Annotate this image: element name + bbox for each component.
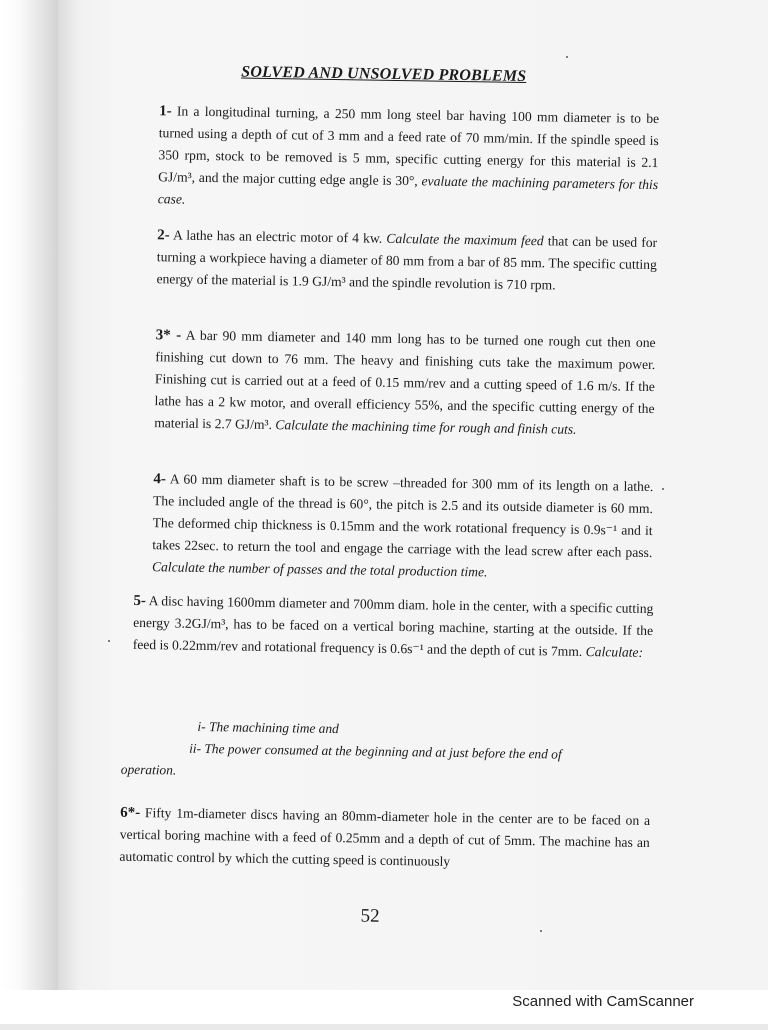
- problem-number: 6*-: [120, 804, 141, 822]
- problem-3: [154, 324, 656, 442]
- page-number: 52: [360, 905, 380, 927]
- problem-question: Calculate the maximum feed: [386, 230, 544, 249]
- scan-speck: [662, 488, 664, 490]
- problem-text: A lathe has an electric motor of 4 kw.: [172, 227, 383, 246]
- problem-6: [119, 802, 650, 876]
- problem-number: 4-: [153, 471, 167, 488]
- problem-number: 3* -: [155, 327, 182, 344]
- problem-4: [152, 468, 654, 586]
- page-title: SOLVED AND UNSOLVED PROBLEMS: [241, 63, 527, 85]
- problem-text: A disc having 1600mm diameter and 700mm diam. hole in the center, with a specific cutting energy 3.2GJ/m³, has to be faced on a vertical boring machine, starting at the outside. If the feed is 0.22mm/rev and rotational frequency is 0.6s⁻¹ and the depth of cut is 7mm.: [132, 593, 654, 659]
- problem-question: Calculate the machining time for rough and finish cuts.: [275, 417, 577, 437]
- scan-speck: [566, 56, 568, 58]
- problem-number: 2-: [157, 227, 170, 244]
- sub-item-2: ii- The power consumed at the beginning and at just before the end of: [189, 740, 562, 762]
- sub-item-1: i- The machining time and: [197, 718, 339, 737]
- scanner-watermark: Scanned with CamScanner: [512, 993, 694, 1010]
- problem-text: Fifty 1m-diameter discs having an 80mm-diameter hole in the center are to be faced on a vertical boring machine with a feed of 0.25mm and a depth of cut of 5mm. The machine has an automatic control by which the cutting speed is continuously: [119, 805, 651, 869]
- problem-text: A bar 90 mm diameter and 140 mm long has to be turned one rough cut then one finishing cut down to 76 mm. The heavy and finishing cuts take the maximum power. Finishing cut is carried out at a feed of 0.15 mm/rev and a cutting speed of 1.6 m/s. If the lathe has a 2 kw motor, and overall efficiency 55%, and the specific cutting energy of the material is 2.7 GJ/m³.: [154, 327, 656, 433]
- problem-question: evaluate the machining parameters for this case.: [157, 173, 659, 207]
- problem-number: 5-: [133, 592, 147, 610]
- problem-1: [158, 100, 660, 218]
- scan-speck: [540, 930, 542, 932]
- sub-item-2-continued: operation.: [120, 761, 177, 778]
- problem-5: [133, 590, 654, 664]
- problem-question: Calculate the number of passes and the total production time.: [151, 559, 488, 580]
- problem-text-continued: that can be used for turning a workpiece having a diameter of 80 mm from a bar of 85 mm. The specific cutting energy of the material is 1.9 GJ/m³ and the spindle revolution is 710 rpm.: [156, 233, 658, 293]
- problem-text: In a longitudinal turning, a 250 mm long steel bar having 100 mm diameter is to be turned using a depth of cut of 3 mm and a feed rate of 70 mm/min. If the spindle speed is 350 rpm, stock to be removed is 5 mm, specific cutting energy for this material is 2.1 GJ/m³, and the major cutting edge angle is 30°,: [158, 103, 660, 189]
- problem-question: Calculate:: [585, 643, 644, 660]
- problem-number: 1-: [159, 103, 172, 120]
- scan-speck: [108, 640, 110, 642]
- problem-2: [156, 224, 657, 298]
- problem-text: A 60 mm diameter shaft is to be screw –threaded for 300 mm of its length on a lathe. The included angle of the thread is 60°, the pitch is 2.5 and its outside diameter is 60 mm. The deformed chip thickness is 0.15mm and the work rotational frequency is 0.9s⁻¹ and it takes 22sec. to return the tool and engage the carriage with the lead screw after each pass.: [152, 471, 654, 561]
